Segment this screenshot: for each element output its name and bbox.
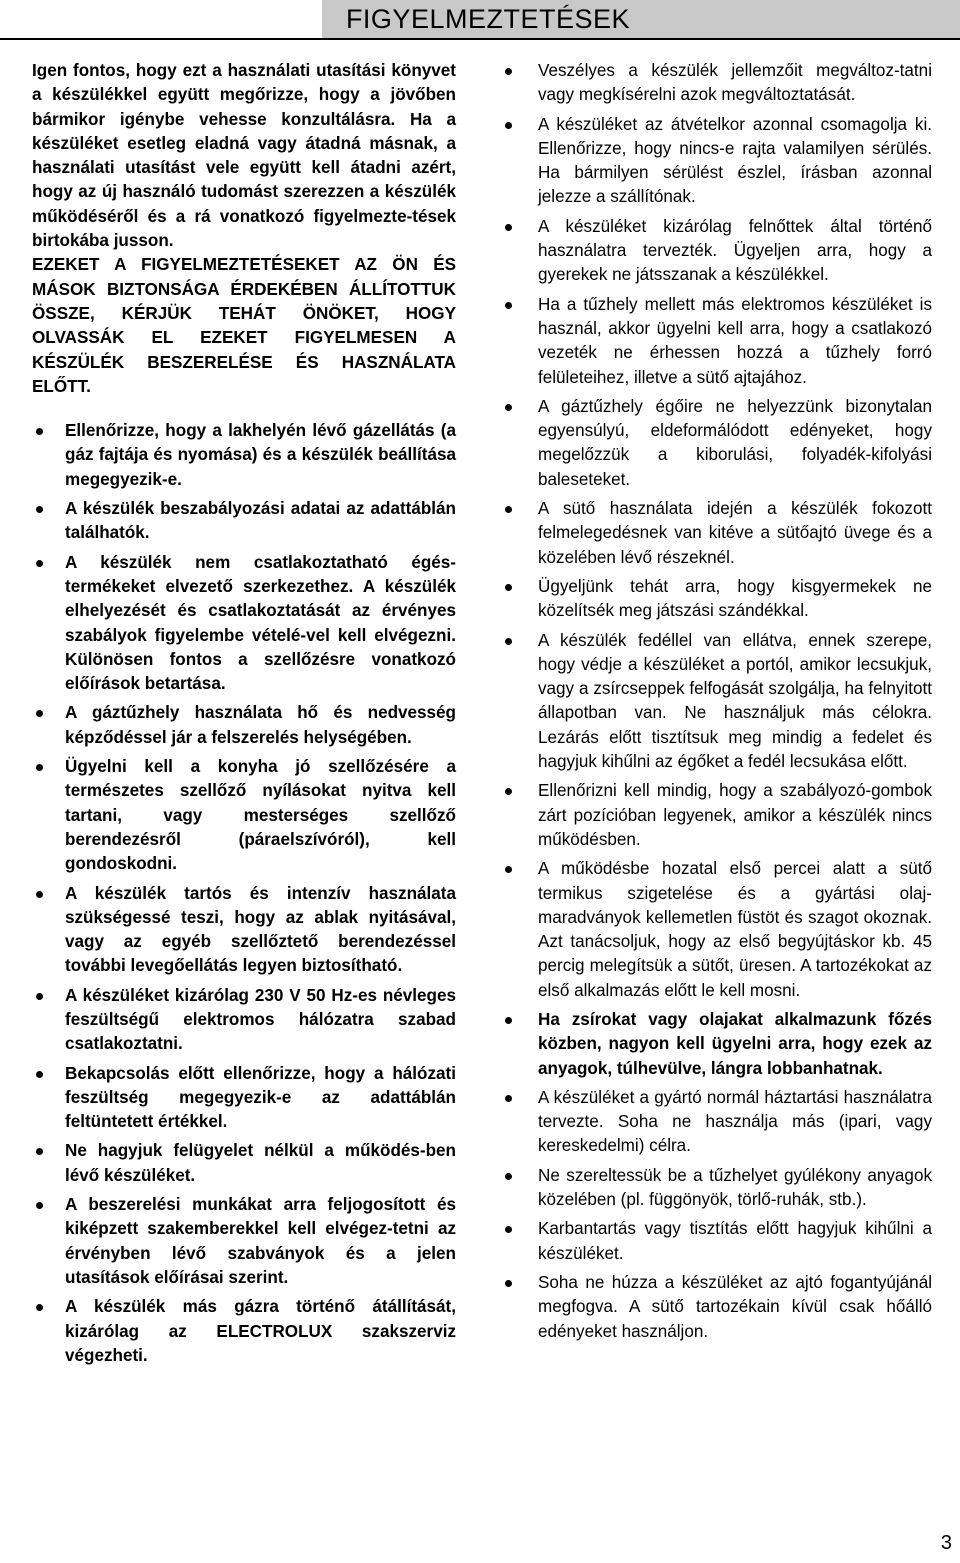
bullet-icon bbox=[505, 1280, 512, 1287]
bullet-icon bbox=[505, 1226, 512, 1233]
list-item: A működésbe hozatal első percei alatt a sütő termikus szigetelése és a gyártási olaj-maradványok kellemetlen füstöt és szagot okoznak. Azt tanácsoljuk, hogy az első begyújtáskor kb. 45 percig melegítsük a sütőt, üresen. A tartozékokat az első alkalmazás előtt le kell mosni. bbox=[500, 857, 932, 1003]
bullet-icon bbox=[505, 788, 512, 795]
list-item: Ne szereltessük be a tűzhelyet gyúlékony anyagok közelében (pl. függönyök, törlő-ruhák, stb.). bbox=[500, 1164, 932, 1213]
bullet-icon bbox=[36, 710, 43, 717]
list-item: A készülék fedéllel van ellátva, ennek szerepe, hogy védje a készüléket a portól, amikor lecsukjuk, vagy a zsírcseppek felfogását szolgálja, ha felnyitott állapotban van. Ne használjuk más célokra. Lezárás előtt tisztítsuk meg mindig a fedelet és hagyjuk kihűlni az égőket a fedél lecsukása előtt. bbox=[500, 629, 932, 775]
bullet-icon bbox=[505, 1173, 512, 1180]
list-item: A készülék nem csatlakoztatható égés-termékeket elvezető szerkezethez. A készülék elhelyezését és csatlakoztatását az érvényes szabályok figyelembe vételé-vel kell elvégezni. Különösen fontos a szellőzésre vonatkozó előírások betartása. bbox=[62, 551, 456, 697]
bullet-icon bbox=[505, 1017, 512, 1024]
list-item: A készüléket a gyártó normál háztartási használatra tervezte. Soha ne használja más (ipari, vagy kereskedelmi) célra. bbox=[500, 1086, 932, 1159]
list-item: A készülék beszabályozási adatai az adattáblán találhatók. bbox=[62, 497, 456, 546]
list-item: A gáztűzhely égőire ne helyezzünk bizonytalan egyensúlyú, eldeformálódott edényeket, hogy megelőzzük a kiborulási, folyadék-kifolyási baleseteket. bbox=[500, 395, 932, 492]
bullet-icon bbox=[505, 1095, 512, 1102]
list-item: Veszélyes a készülék jellemzőit megváltoz-tatni vagy megkísérelni azok megváltoztatását. bbox=[500, 59, 932, 108]
bullet-icon bbox=[36, 1202, 43, 1209]
list-item: Ellenőrizze, hogy a lakhelyén lévő gázellátás (a gáz fajtája és nyomása) és a készülék beállítása megegyezik-e. bbox=[62, 419, 456, 492]
bullet-icon bbox=[505, 506, 512, 513]
list-item: Bekapcsolás előtt ellenőrizze, hogy a hálózati feszültség megegyezik-e az adattáblán feltüntetett értékkel. bbox=[62, 1062, 456, 1135]
list-item: A beszerelési munkákat arra feljogosított és kiképzett szakemberekkel kell elvégez-tetni az érvényben lévő szabványok és a jelen utasítások előírásai szerint. bbox=[62, 1193, 456, 1290]
list-item: A gáztűzhely használata hő és nedvesség képződéssel jár a felszerelés helységében. bbox=[62, 701, 456, 750]
left-column bbox=[32, 59, 456, 1373]
page-number: 3 bbox=[940, 1532, 952, 1554]
list-item: Karbantartás vagy tisztítás előtt hagyjuk kihűlni a készüléket. bbox=[500, 1217, 932, 1266]
left-bullet-list bbox=[62, 419, 456, 1368]
page-header bbox=[0, 0, 960, 40]
right-bullet-list bbox=[500, 59, 932, 1344]
list-item: Ne hagyjuk felügyelet nélkül a működés-ben lévő készüléket. bbox=[62, 1139, 456, 1188]
list-item: Ügyelni kell a konyha jó szellőzésére a természetes szellőző nyílásokat nyitva kell tartani, vagy mesterséges szellőző berendezésről (páraelszívóról), kell gondoskodni. bbox=[62, 755, 456, 876]
bullet-icon bbox=[505, 866, 512, 873]
page-title: FIGYELMEZTETÉSEK bbox=[345, 4, 630, 34]
bullet-icon bbox=[36, 1071, 43, 1078]
bullet-icon bbox=[505, 584, 512, 591]
bullet-icon bbox=[36, 560, 43, 567]
bullet-icon bbox=[36, 506, 43, 513]
bullet-icon bbox=[505, 122, 512, 129]
list-item: A készülék más gázra történő átállítását, kizárólag az ELECTROLUX szakszerviz végezheti. bbox=[62, 1295, 456, 1368]
bullet-icon bbox=[36, 428, 43, 435]
bullet-icon bbox=[36, 1304, 43, 1311]
list-item: A készülék tartós és intenzív használata szükségessé teszi, hogy az ablak nyitásával, vagy az egyéb szellőztető berendezéssel további levegőellátás legyen biztosítható. bbox=[62, 882, 456, 979]
bullet-icon bbox=[505, 404, 512, 411]
bullet-icon bbox=[36, 1148, 43, 1155]
list-item: A készüléket kizárólag felnőttek által történő használatra tervezték. Ügyeljen arra, hogy a gyerekek ne játsszanak a készülékkel. bbox=[500, 215, 932, 288]
caps-warning-paragraph: EZEKET A FIGYELMEZTETÉSEKET AZ ÖN ÉS MÁSOK BIZTONSÁGA ÉRDEKÉBEN ÁLLÍTOTTUK ÖSSZE, KÉRJÜK TEHÁT ÖNÖKET, HOGY OLVASSÁK EL EZEKET FIGYELMESEN A KÉSZÜLÉK BESZERELÉSE ÉS HASZNÁLATA ELŐTT. bbox=[32, 255, 456, 396]
bullet-icon bbox=[505, 638, 512, 645]
bullet-icon bbox=[505, 302, 512, 309]
bullet-icon bbox=[36, 891, 43, 898]
list-item: Ügyeljünk tehát arra, hogy kisgyermekek ne közelítsék meg játszási szándékkal. bbox=[500, 575, 932, 624]
bullet-icon bbox=[36, 764, 43, 771]
list-item: A sütő használata idején a készülék fokozott felmelegedésnek van kitéve a sütőajtó üvege és a közelében lévő részeknél. bbox=[500, 497, 932, 570]
list-item: Soha ne húzza a készüléket az ajtó fogantyújánál megfogva. A sütő tartozékain kívül csak hőálló edényeket használjon. bbox=[500, 1271, 932, 1344]
list-item: Ha a tűzhely mellett más elektromos készüléket is használ, akkor ügyelni kell arra, hogy a csatlakozó vezeték ne érhessen hozzá a tűzhely forró felületeihez, illetve a sütő ajtajához. bbox=[500, 293, 932, 390]
right-column bbox=[500, 59, 932, 1349]
list-item: Ha zsírokat vagy olajakat alkalmazunk főzés közben, nagyon kell ügyelni arra, hogy ezek az anyagok, túlhevülve, lángra lobbanhatnak. bbox=[500, 1008, 932, 1081]
intro-paragraph: Igen fontos, hogy ezt a használati utasítási könyvet a készülékkel együtt megőrizze, hogy a jövőben bármikor igénybe vehesse konzultálásra. Ha a készüléket esetleg eladná vagy átadná másnak, a használati utasítást vele együtt kell átadni azért, hogy az új használó tudomást szerezzen a készülék működéséről és a rá vonatkozó figyelmezte-tések birtokába jusson. bbox=[32, 61, 456, 251]
bullet-icon bbox=[505, 224, 512, 231]
bullet-icon bbox=[505, 68, 512, 75]
bullet-icon bbox=[36, 993, 43, 1000]
list-item: Ellenőrizni kell mindig, hogy a szabályozó-gombok zárt pozícióban legyenek, amikor a készülék nincs működésben. bbox=[500, 779, 932, 852]
list-item: A készüléket kizárólag 230 V 50 Hz-es névleges feszültségű elektromos hálózatra szabad csatlakoztatni. bbox=[62, 984, 456, 1057]
list-item: A készüléket az átvételkor azonnal csomagolja ki. Ellenőrizze, hogy nincs-e rajta valamilyen sérülés. Ha bármilyen sérülést észlel, írásban azonnal jelezze a szállítónak. bbox=[500, 113, 932, 210]
